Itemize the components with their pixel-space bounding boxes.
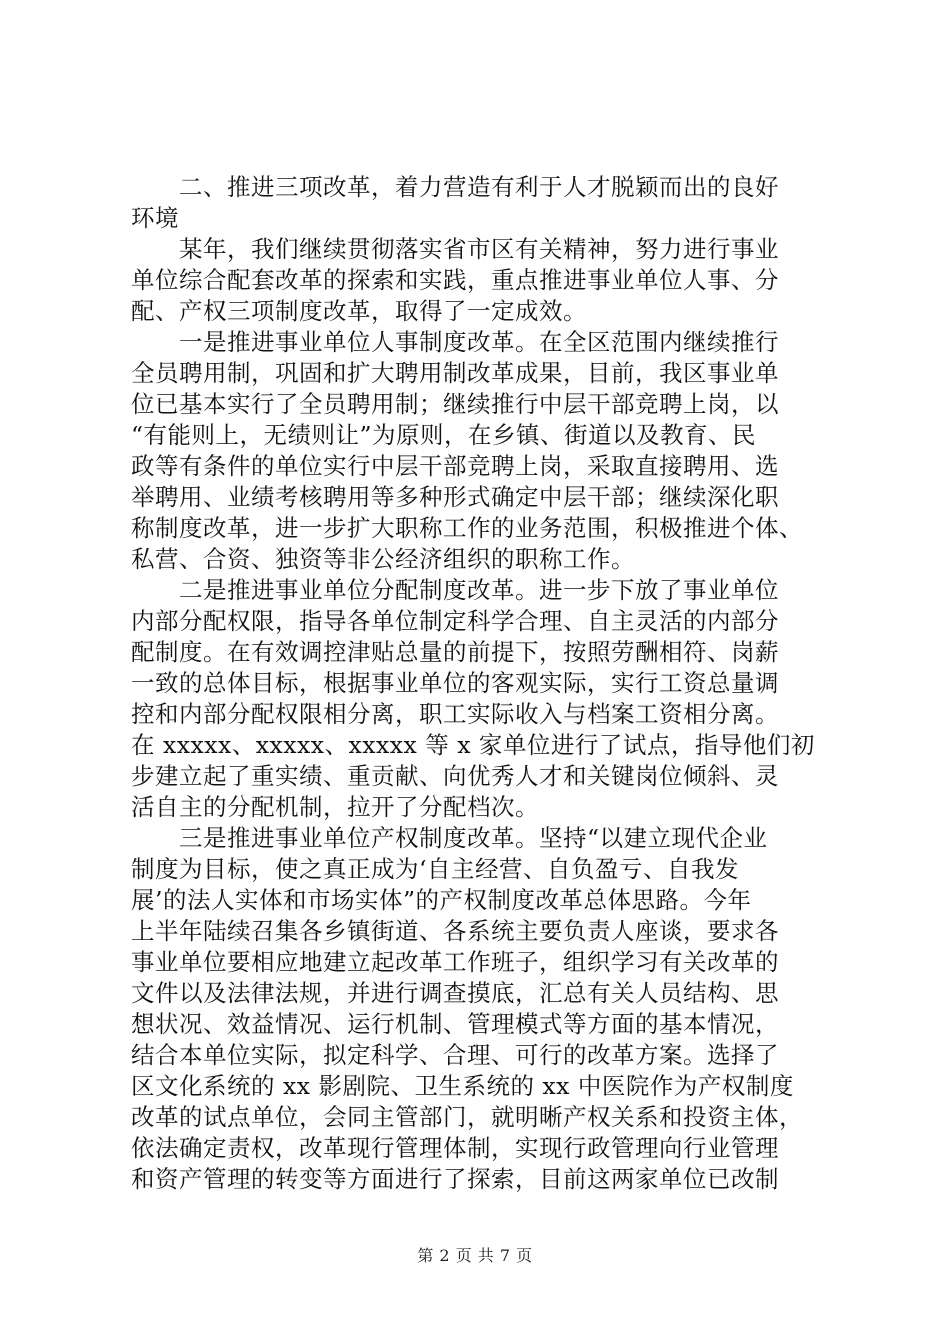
text-line: 改革的试点单位，会同主管部门，就明晰产权关系和投资主体， — [131, 1103, 803, 1131]
text-line: 一是推进事业单位人事制度改革。在全区范围内继续推行 — [179, 328, 779, 356]
text-line: 一致的总体目标，根据事业单位的客观实际，实行工资总量调 — [131, 669, 779, 697]
section-heading — [131, 172, 831, 234]
text-line: 三是推进事业单位产权制度改革。坚持“以建立现代企业 — [179, 824, 768, 852]
text-line: 事业单位要相应地建立起改革工作班子，组织学习有关改革的 — [131, 948, 779, 976]
text-line: 内部分配权限，指导各单位制定科学合理、自主灵活的内部分 — [131, 607, 779, 635]
text-line: 配、产权三项制度改革，取得了一定成效。 — [131, 297, 587, 325]
personnel-reform-paragraph — [131, 327, 831, 575]
distribution-reform-paragraph — [131, 575, 831, 823]
intro-paragraph — [131, 234, 831, 327]
text-line: 控和内部分配权限相分离，职工实际收入与档案工资相分离。 — [131, 700, 779, 728]
text-line: 位已基本实行了全员聘用制；继续推行中层干部竞聘上岗，以 — [131, 390, 779, 418]
text-line: 全员聘用制，巩固和扩大聘用制改革成果，目前，我区事业单 — [131, 359, 779, 387]
text-line: 上半年陆续召集各乡镇街道、各系统主要负责人座谈，要求各 — [131, 917, 779, 945]
text-line: 二、推进三项改革，着力营造有利于人才脱颖而出的良好 — [179, 173, 779, 201]
text-line: 政等有条件的单位实行中层干部竞聘上岗，采取直接聘用、选 — [131, 452, 779, 480]
text-line: 环境 — [131, 204, 179, 232]
text-line: 在 xxxxx、xxxxx、xxxxx 等 x 家单位进行了试点，指导他们初 — [131, 731, 815, 759]
text-line: “有能则上，无绩则让”为原则，在乡镇、街道以及教育、民 — [131, 421, 757, 449]
text-line: 和资产管理的转变等方面进行了探索，目前这两家单位已改制 — [131, 1165, 779, 1193]
text-line: 文件以及法律法规，并进行调查摸底，汇总有关人员结构、思 — [131, 979, 779, 1007]
text-line: 某年，我们继续贯彻落实省市区有关精神，努力进行事业 — [179, 235, 779, 263]
text-line: 制度为目标，使之真正成为‘自主经营、自负盈亏、自我发 — [131, 855, 739, 883]
text-line: 结合本单位实际，拟定科学、合理、可行的改革方案。选择了 — [131, 1041, 779, 1069]
text-line: 单位综合配套改革的探索和实践，重点推进事业单位人事、分 — [131, 266, 779, 294]
text-line: 活自主的分配机制，拉开了分配档次。 — [131, 793, 539, 821]
text-line: 想状况、效益情况、运行机制、管理模式等方面的基本情况， — [131, 1010, 779, 1038]
text-line: 区文化系统的 xx 影剧院、卫生系统的 xx 中医院作为产权制度 — [131, 1072, 794, 1100]
body-text — [131, 172, 831, 1195]
property-reform-paragraph — [131, 823, 831, 1195]
page-footer: 第 2 页 共 7 页 — [417, 1246, 533, 1265]
text-line: 二是推进事业单位分配制度改革。进一步下放了事业单位 — [179, 576, 779, 604]
text-line: 依法确定责权，改革现行管理体制，实现行政管理向行业管理 — [131, 1134, 779, 1162]
text-line: 私营、合资、独资等非公经济组织的职称工作。 — [131, 545, 635, 573]
text-line: 举聘用、业绩考核聘用等多种形式确定中层干部；继续深化职 — [131, 483, 779, 511]
text-line: 步建立起了重实绩、重贡献、向优秀人才和关键岗位倾斜、灵 — [131, 762, 779, 790]
text-line: 配制度。在有效调控津贴总量的前提下，按照劳酬相符、岗薪 — [131, 638, 779, 666]
text-line: 称制度改革，进一步扩大职称工作的业务范围，积极推进个体、 — [131, 514, 803, 542]
text-line: 展’的法人实体和市场实体”的产权制度改革总体思路。今年 — [131, 886, 752, 914]
